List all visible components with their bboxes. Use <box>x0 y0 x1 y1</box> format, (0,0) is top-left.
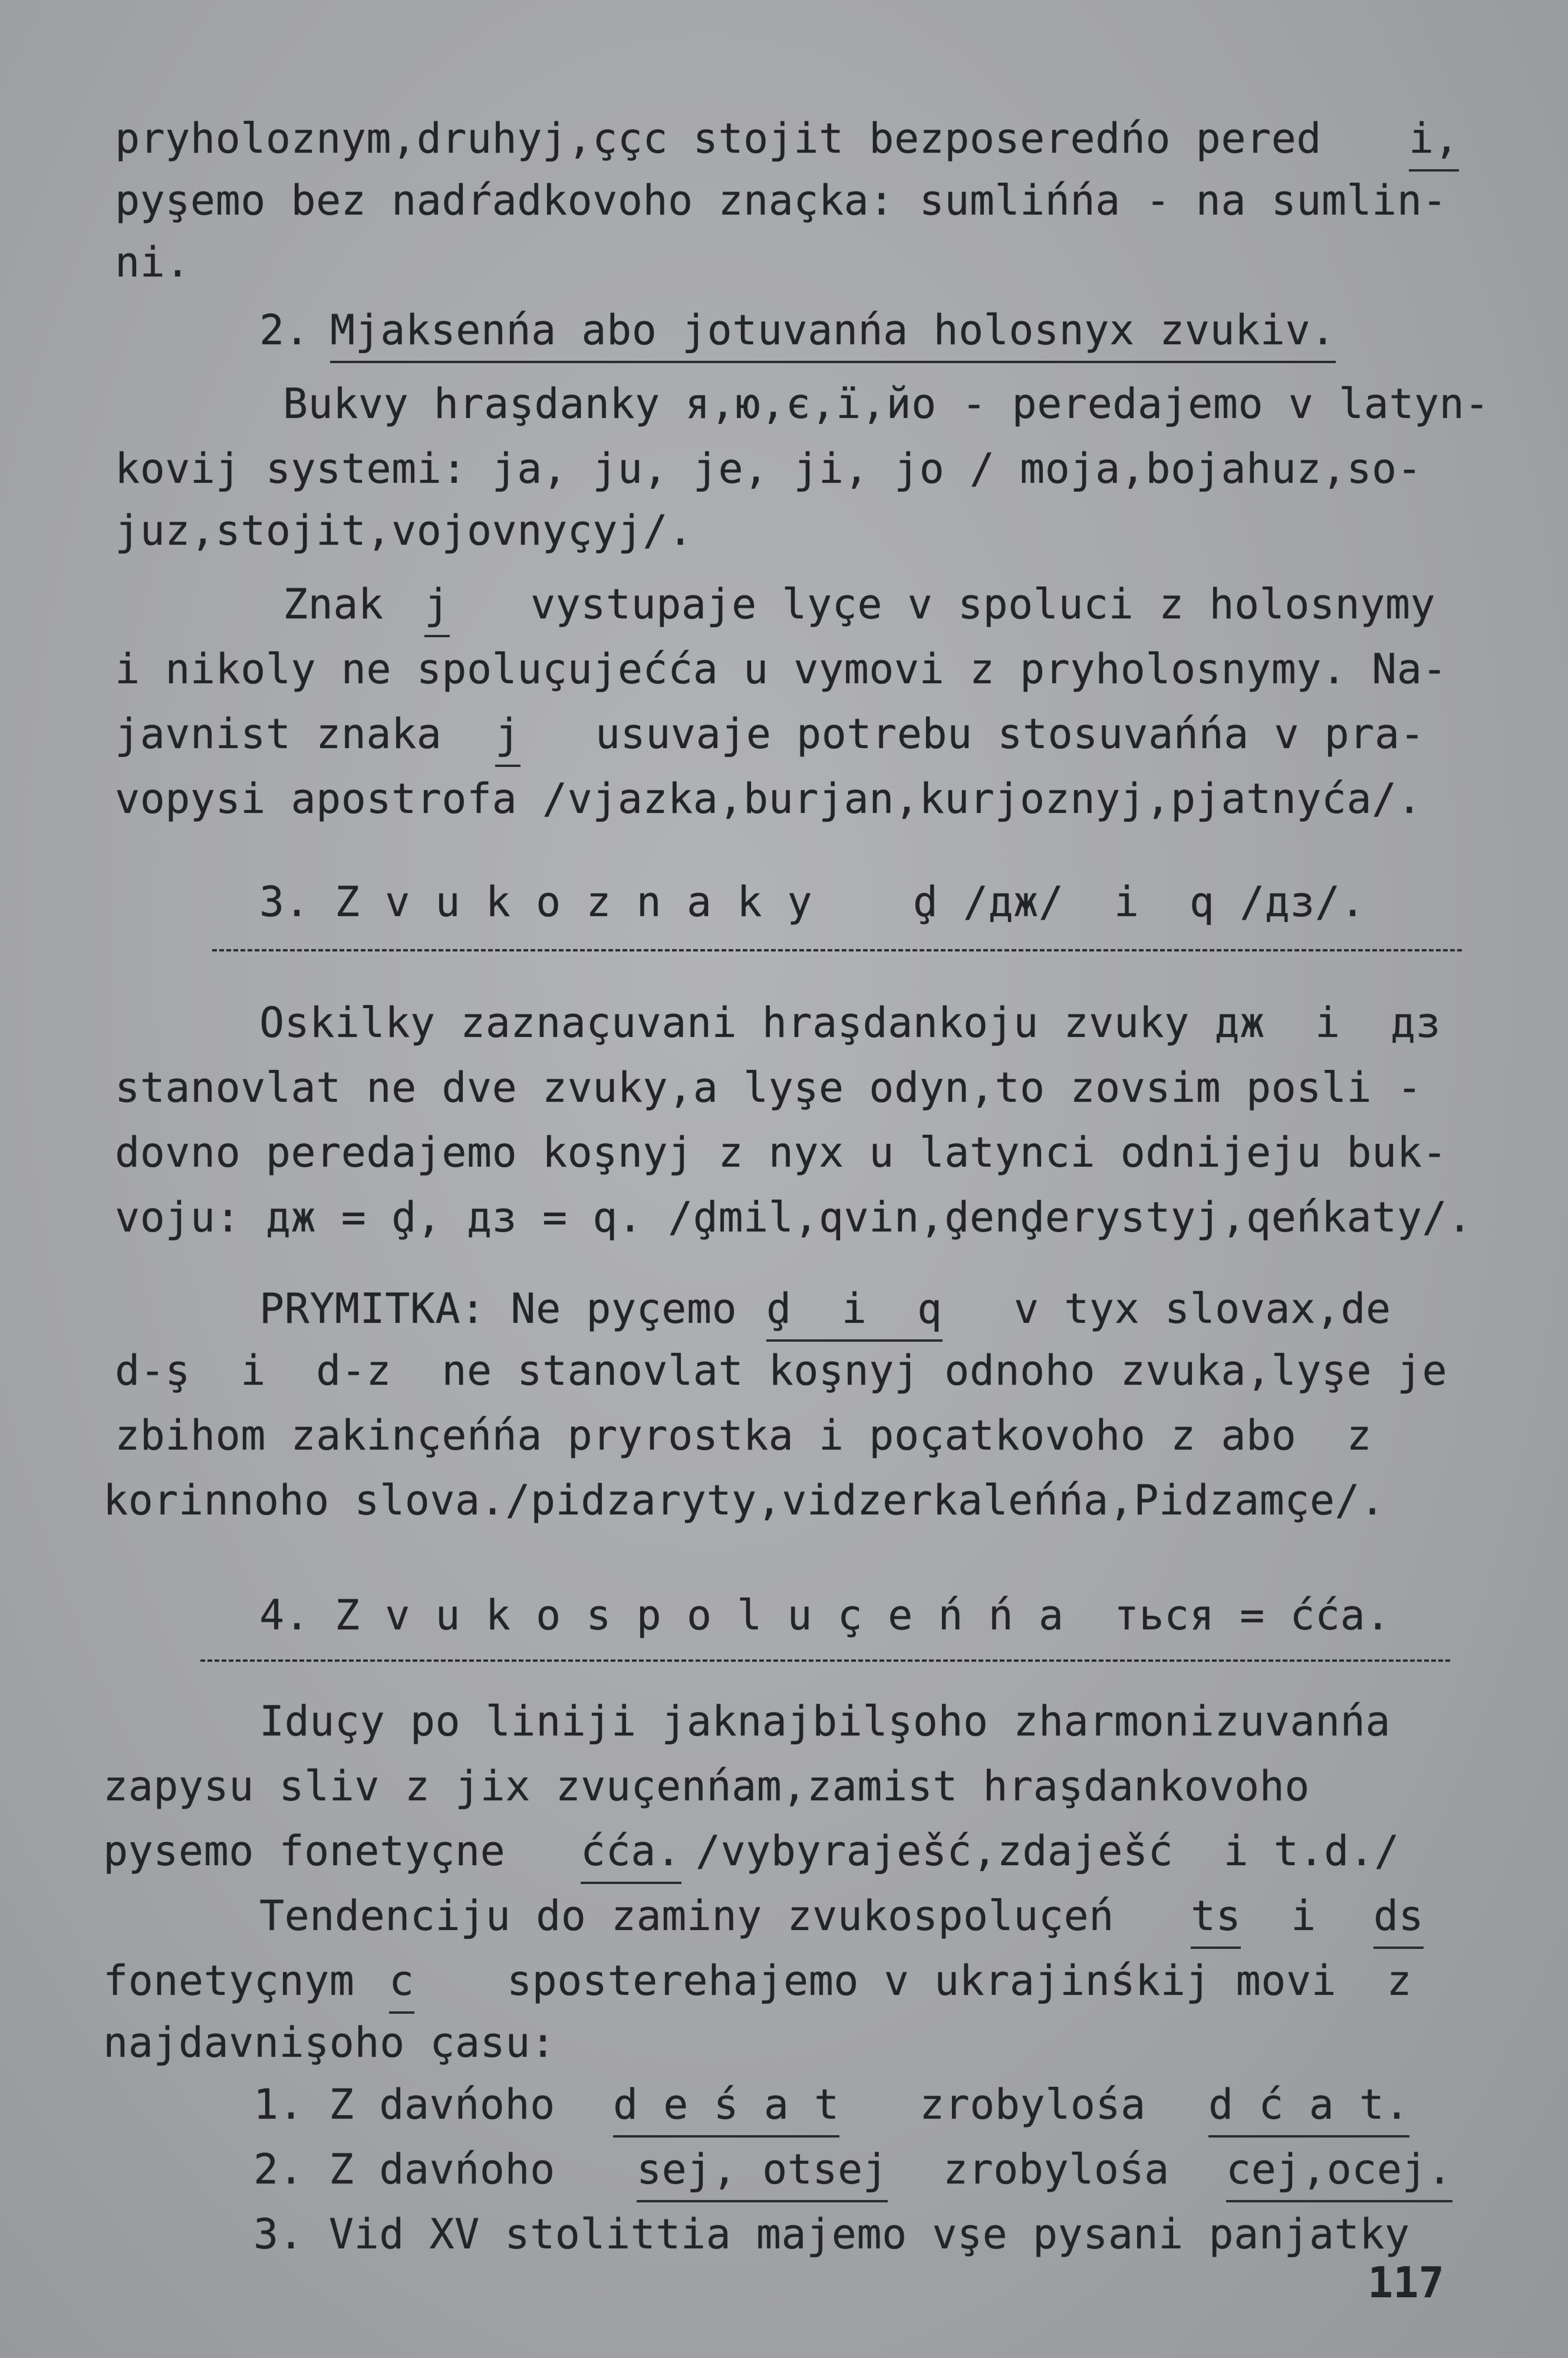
underlined-letter: ḑ i q <box>766 1279 943 1342</box>
section-title: 3. Z v u k o z n a k y ḑ /дж/ i q /дз/. <box>259 878 1366 926</box>
text-line <box>0 1757 1568 1816</box>
underlined-word: ćća. <box>581 1822 681 1884</box>
text-line <box>0 1123 1568 1182</box>
text-line <box>0 575 1568 634</box>
line-text: juz,stojit,vojovnyçyj/. <box>115 506 693 555</box>
line-text: vopysi apostrofa /vjazka,burjan,kurjoznyj,pjatnyća/. <box>115 775 1422 823</box>
text-line <box>0 1188 1568 1247</box>
line-text: Tendenciju do zaminy zvukospoluçeń <box>259 1892 1114 1940</box>
list-item <box>0 2075 1568 2134</box>
line-text: Znak <box>283 580 384 628</box>
text-line <box>0 1886 1568 1945</box>
section-heading <box>0 872 1568 931</box>
line-text: 3. Vid XV stolittia majemo vşe pysani panjatky <box>253 2210 1410 2258</box>
line-text: dovno peredajemo koşnyj z nyx u latynci odnijeju buk- <box>115 1128 1448 1177</box>
line-text: zrobylośa <box>943 2145 1170 2194</box>
text-line <box>0 1406 1568 1465</box>
underlined-word: d e ś a t <box>613 2075 839 2138</box>
text-line <box>0 501 1568 560</box>
line-text: korinnoho slova./pidzaryty,vidzerkaleńńa,Pidzamçe/. <box>103 1476 1385 1524</box>
text-line <box>0 769 1568 828</box>
underlined-letter: c <box>389 1951 414 2014</box>
text-line <box>0 993 1568 1052</box>
line-text: Oskilky zaznaçuvani hraşdankoju zvuky дж i дз <box>259 999 1441 1047</box>
underlined-word: cej,ocej. <box>1226 2140 1452 2202</box>
line-text: /vybyraješć,zdaješć i t.d./ <box>696 1827 1400 1875</box>
line-text: zapysu sliv z jix zvuçenńam,zamist hraşdankovoho <box>103 1762 1310 1810</box>
text-line <box>0 1822 1568 1881</box>
text-line <box>0 704 1568 763</box>
text-line <box>0 1471 1568 1530</box>
text-line <box>0 171 1568 230</box>
text-line <box>0 2013 1568 2072</box>
line-text: vystupaje lyçe v spoluci z holosnymy <box>531 580 1436 628</box>
section-number: 2. <box>259 306 310 354</box>
text-line <box>0 233 1568 292</box>
line-text: Bukvy hraşdanky я,ю,є,ї,йо - peredajemo v latyn- <box>283 380 1490 428</box>
line-text: zbihom zakinçeńńa pryrostka i poçatkovoho z abo z <box>115 1411 1372 1460</box>
line-text: kovij systemi: ja, ju, je, ji, jo / moja,bojahuz,so- <box>115 444 1422 493</box>
line-text: ni. <box>115 238 190 286</box>
line-text: javnist znaka <box>115 710 442 758</box>
line-text: i nikoly ne spoluçujećća u vymovi z pryholosnymy. Na- <box>115 645 1448 693</box>
line-text: d-ş i d-z ne stanovlat koşnyj odnoho zvuka,lyşe je <box>115 1346 1448 1395</box>
section-heading <box>0 301 1568 360</box>
text-line <box>0 640 1568 699</box>
underlined-letter: ts <box>1191 1886 1241 1949</box>
line-text: i <box>1291 1892 1316 1940</box>
line-text: v tyx slovax,de <box>1014 1285 1391 1333</box>
underlined-letter: j <box>495 704 521 767</box>
section-title: 4. Z v u k o s p o l u ç e ń ń a ться = ćća. <box>259 1591 1391 1639</box>
line-text: pyşemo bez nadŕadkovoho znaçka: sumlińńa - na sumlin- <box>115 176 1448 225</box>
section-heading <box>0 1586 1568 1645</box>
text-line <box>0 1341 1568 1400</box>
line-text: Iduçy po liniji jaknajbilşoho zharmonizuvanńa <box>259 1697 1391 1746</box>
line-text: usuvaje potrebu stosuvańńa v pra- <box>595 710 1425 758</box>
heading-rule <box>212 949 1462 951</box>
text-line <box>0 1279 1568 1338</box>
note-label: PRYMITKA: Ne pyçemo <box>259 1285 737 1333</box>
line-text: najdavnişoho çasu: <box>103 2018 556 2067</box>
underlined-word: sej, otsej <box>637 2140 888 2202</box>
line-text: pysemo fonetyçne <box>103 1827 506 1875</box>
list-item <box>0 2140 1568 2199</box>
line-text: voju: дж = ḑ, дз = q. /ḑmil,qvin,ḑenḑerystyj,qeńkaty/. <box>115 1193 1473 1241</box>
line-text: stanovlat ne dve zvuky,a lyşe odyn,to zovsim posli - <box>115 1063 1422 1112</box>
line-text: 2. Z davńoho <box>253 2145 555 2194</box>
text-line <box>0 1058 1568 1117</box>
text-line <box>0 374 1568 433</box>
underlined-word: d ć a t. <box>1208 2075 1409 2138</box>
text-line <box>0 1951 1568 2010</box>
list-item <box>0 2205 1568 2264</box>
line-text: sposterehajemo v ukrajinśkij movi z <box>507 1957 1412 2005</box>
section-title: Mjaksenńa abo jotuvanńa holosnyx zvukiv. <box>330 301 1336 363</box>
text-line <box>0 1692 1568 1751</box>
heading-rule <box>200 1659 1450 1662</box>
underlined-letter: j <box>424 575 450 637</box>
page-number: 117 <box>1367 2258 1444 2307</box>
underlined-letter: ds <box>1373 1886 1424 1949</box>
text-line <box>0 109 1568 168</box>
underlined-letter: i, <box>1409 109 1459 172</box>
line-text: zrobylośa <box>920 2080 1146 2129</box>
text-line <box>0 439 1568 498</box>
line-text: fonetyçnym <box>103 1957 355 2005</box>
line-text: pryholoznym,druhyj,ççc stojit bezposeredńo pered <box>115 114 1322 163</box>
line-text: 1. Z davńoho <box>253 2080 555 2129</box>
